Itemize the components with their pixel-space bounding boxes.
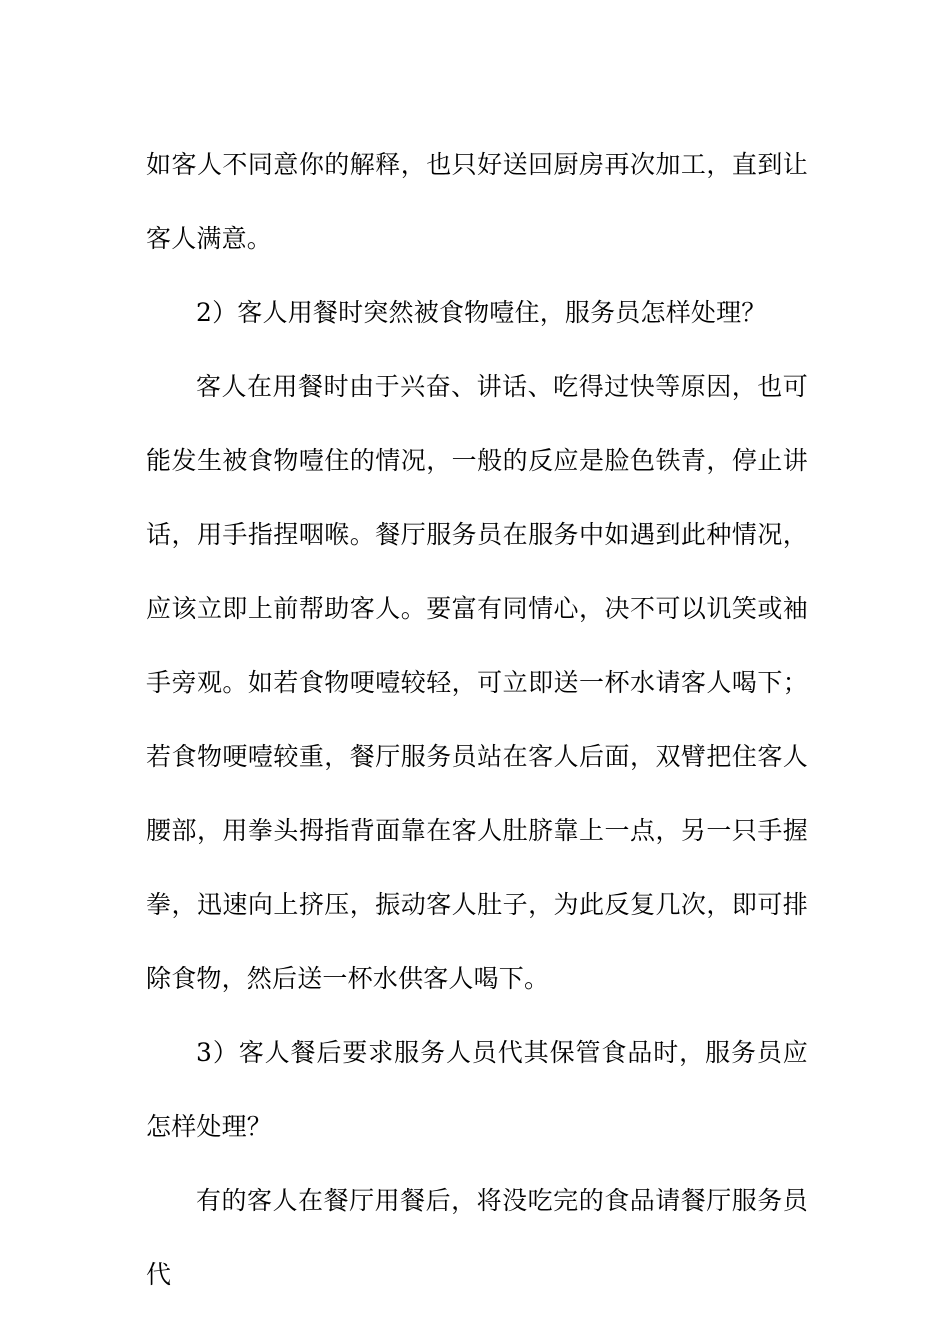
question-heading-2: 2）客人用餐时突然被食物噎住，服务员怎样处理？ bbox=[196, 298, 767, 327]
answer-paragraph-2: 客人在用餐时由于兴奋、讲话、吃得过快等原因，也可能发生被食物噎住的情况，一般的反应是脸色铁青，停止讲话，用手指捏咽喉。餐厅服务员在服务中如遇到此种情况，应该立即上前帮助客人。要富有同情心，决不可以讥笑或袖手旁观。如若食物哽噎较轻，可立即送一杯水请客人喝下；若食物哽噎较重，餐厅服务员站在客人后面，双臂把住客人腰部，用拳头拇指背面靠在客人肚脐靠上一点，另一只手握拳，迅速向上挤压，振动客人肚子，为此反复几次，即可排除食物，然后送一杯水供客人喝下。 bbox=[146, 372, 808, 993]
paragraph-continuation: 如客人不同意你的解释，也只好送回厨房再次加工，直到让客人满意。 bbox=[146, 150, 808, 253]
answer-paragraph-3: 有的客人在餐厅用餐后，将没吃完的食品请餐厅服务员代 bbox=[146, 1186, 808, 1289]
question-heading-3: 3）客人餐后要求服务人员代其保管食品时，服务员应怎样处理？ bbox=[146, 1038, 808, 1141]
document-body bbox=[146, 128, 808, 1312]
